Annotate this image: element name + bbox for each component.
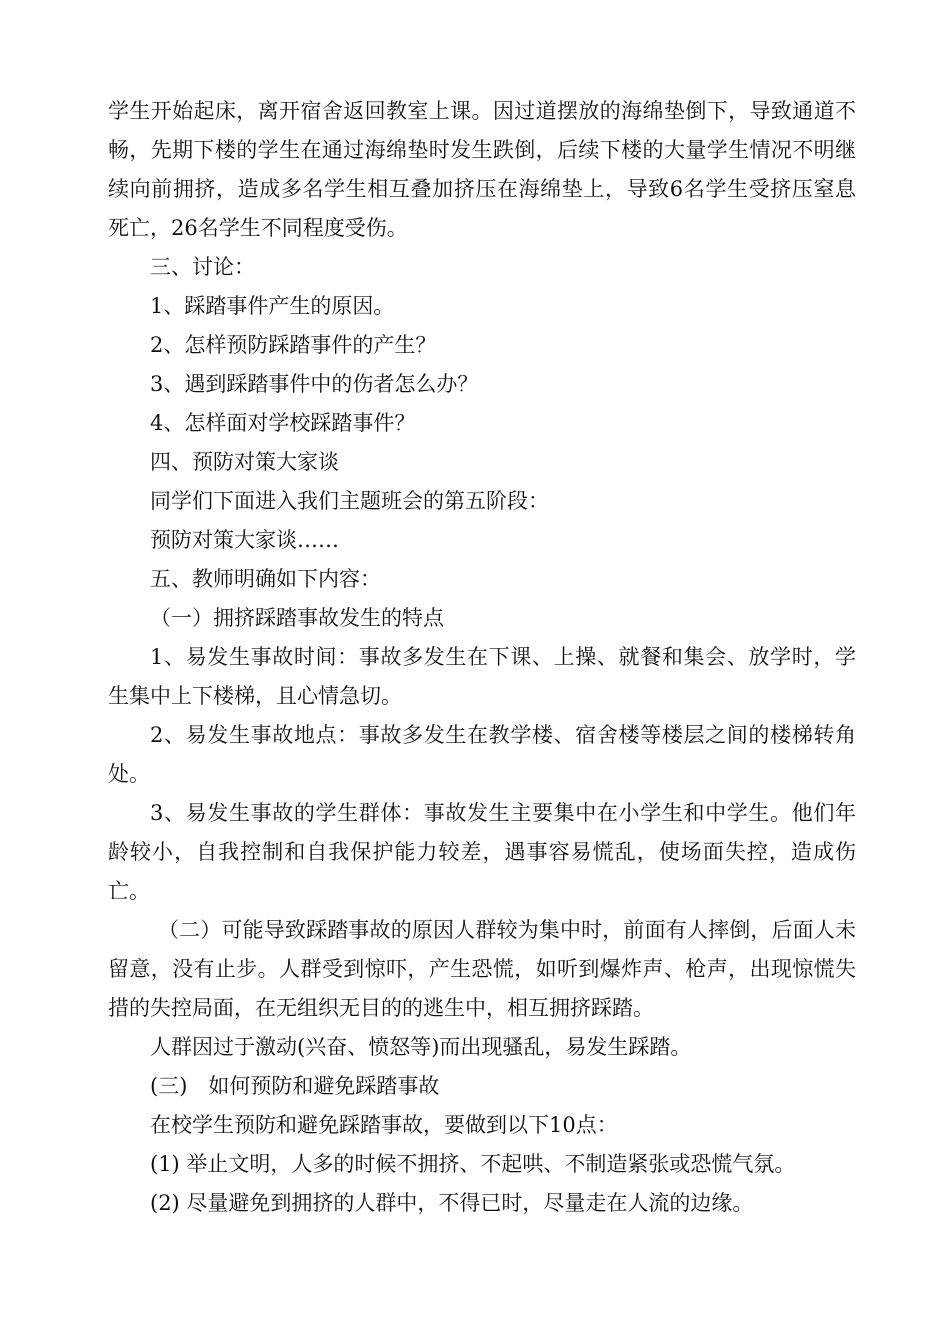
paragraph-prevention-talk: 预防对策大家谈…… xyxy=(150,528,339,552)
rule-item-1: (1) 举止文明，人多的时候不拥挤、不起哄、不制造紧张或恐慌气氛。 xyxy=(150,1152,796,1176)
discussion-item-4: 4、怎样面对学校踩踏事件？ xyxy=(150,411,416,435)
heading-teacher-clarifies: 五、教师明确如下内容： xyxy=(150,567,381,591)
subheading-characteristics: （一）拥挤踩踏事故发生的特点 xyxy=(150,606,444,630)
discussion-item-2: 2、怎样预防踩踏事件的产生？ xyxy=(150,333,437,357)
rule-item-2: (2) 尽量避免到拥挤的人群中，不得已时，尽量走在人流的边缘。 xyxy=(150,1191,754,1215)
paragraph-causes: （二）可能导致踩踏事故的原因人群较为集中时，前面有人摔倒，后面人未留意，没有止步。人群受到惊吓，产生恐慌，如听到爆炸声、枪声，出现惊慌失措的失控局面，在无组织无目的的逃生中，相互拥挤踩踏。 xyxy=(108,918,856,1020)
heading-discussion: 三、讨论： xyxy=(150,255,255,279)
paragraph-crowd-agitation: 人群因过于激动(兴奋、愤怒等)而出现骚乱，易发生踩踏。 xyxy=(150,1035,692,1059)
document-page xyxy=(108,92,856,1223)
subheading-prevention: (三) 如何预防和避免踩踏事故 xyxy=(150,1074,440,1098)
discussion-item-3: 3、遇到踩踏事件中的伤者怎么办？ xyxy=(150,372,479,396)
heading-prevention-talk: 四、预防对策大家谈 xyxy=(150,450,339,474)
paragraph-accident-time: 1、易发生事故时间：事故多发生在下课、上操、就餐和集会、放学时，学生集中上下楼梯，且心情急切。 xyxy=(108,645,856,708)
paragraph-student-group: 3、易发生事故的学生群体：事故发生主要集中在小学生和中学生。他们年龄较小，自我控制和自我保护能力较差，遇事容易慌乱，使场面失控，造成伤亡。 xyxy=(108,801,856,903)
paragraph-incident-description: 学生开始起床，离开宿舍返回教室上课。因过道摆放的海绵垫倒下，导致通道不畅，先期下楼的学生在通过海绵垫时发生跌倒，后续下楼的大量学生情况不明继续向前拥挤，造成多名学生相互叠加挤压在海绵垫上，导致6名学生受挤压窒息死亡，26名学生不同程度受伤。 xyxy=(108,99,856,240)
paragraph-ten-points: 在校学生预防和避免踩踏事故，要做到以下10点： xyxy=(150,1113,618,1137)
discussion-item-1: 1、踩踏事件产生的原因。 xyxy=(150,294,395,318)
paragraph-stage-intro: 同学们下面进入我们主题班会的第五阶段： xyxy=(150,489,549,513)
paragraph-accident-location: 2、易发生事故地点：事故多发生在教学楼、宿舍楼等楼层之间的楼梯转角处。 xyxy=(108,723,856,786)
